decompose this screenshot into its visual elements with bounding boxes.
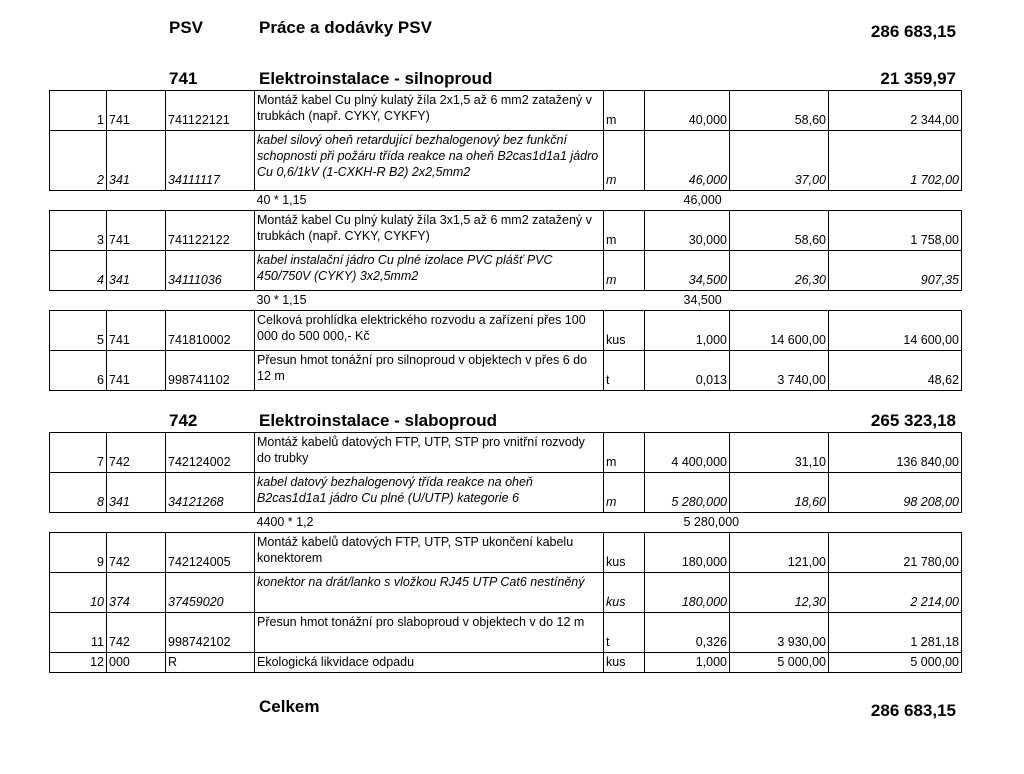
item-total: 98 208,00 (829, 473, 962, 513)
item-quantity: 46,000 (645, 131, 730, 191)
calc-value: 34,500 (683, 293, 722, 307)
table-row (50, 91, 962, 131)
footer-label: Celkem (259, 697, 320, 716)
item-description: kabel datový bezhalogenový třída reakce na oheň B2cas1d1a1 jádro Cu plné (U/UTP) kategorie 6 (255, 473, 604, 513)
item-total: 1 702,00 (829, 131, 962, 191)
calc-row (50, 513, 962, 533)
item-quantity: 180,000 (645, 533, 730, 573)
table-row (50, 653, 962, 673)
item-description: Montáž kabel Cu plný kulatý žíla 2x1,5 až 6 mm2 zatažený v trubkách (např. CYKY, CYKFY) (255, 91, 604, 131)
item-total: 48,62 (829, 351, 962, 391)
section-742-table (49, 432, 962, 673)
calc-value: 46,000 (683, 193, 722, 207)
item-total: 907,35 (829, 251, 962, 291)
item-division: 341 (107, 251, 166, 291)
table-row (50, 613, 962, 653)
item-code: 37459020 (166, 573, 255, 613)
item-quantity: 1,000 (645, 311, 730, 351)
item-quantity: 180,000 (645, 573, 730, 613)
table-row (50, 351, 962, 391)
item-quantity: 1,000 (645, 653, 730, 673)
calc-expression: 40 * 1,15 (256, 193, 307, 207)
calc-row (50, 291, 962, 311)
section-742-title: Elektroinstalace - slaboproud (259, 411, 498, 430)
header-total: 286 683,15 (870, 22, 956, 41)
item-unit-price: 12,30 (730, 573, 829, 613)
item-total: 2 214,00 (829, 573, 962, 613)
item-unit: m (604, 473, 645, 513)
item-code: 34111117 (166, 131, 255, 191)
item-unit: kus (604, 653, 645, 673)
item-number: 7 (50, 433, 107, 473)
item-code: 998741102 (166, 351, 255, 391)
item-number: 11 (50, 613, 107, 653)
item-unit: m (604, 211, 645, 251)
item-code: 34121268 (166, 473, 255, 513)
table-row (50, 433, 962, 473)
table-row (50, 473, 962, 513)
item-code: 34111036 (166, 251, 255, 291)
item-description: konektor na drát/lanko s vložkou RJ45 UTP Cat6 nestíněný (255, 573, 604, 613)
item-code: 998742102 (166, 613, 255, 653)
item-number: 2 (50, 131, 107, 191)
item-unit-price: 18,60 (730, 473, 829, 513)
item-description: kabel instalační jádro Cu plné izolace PVC plášť PVC 450/750V (CYKY) 3x2,5mm2 (255, 251, 604, 291)
item-quantity: 4 400,000 (645, 433, 730, 473)
calc-value: 5 280,000 (683, 515, 740, 529)
item-division: 741 (107, 91, 166, 131)
item-quantity: 5 280,000 (645, 473, 730, 513)
item-division: 741 (107, 311, 166, 351)
table-row (50, 211, 962, 251)
item-code: 742124002 (166, 433, 255, 473)
item-unit: t (604, 351, 645, 391)
section-741-code: 741 (169, 69, 198, 88)
item-unit-price: 3 740,00 (730, 351, 829, 391)
item-unit: kus (604, 533, 645, 573)
item-division: 741 (107, 211, 166, 251)
item-code: R (166, 653, 255, 673)
item-number: 1 (50, 91, 107, 131)
item-unit: kus (604, 573, 645, 613)
item-number: 4 (50, 251, 107, 291)
header-title: Práce a dodávky PSV (259, 18, 432, 37)
table-row (50, 533, 962, 573)
item-quantity: 40,000 (645, 91, 730, 131)
item-number: 8 (50, 473, 107, 513)
table-row (50, 573, 962, 613)
item-quantity: 0,326 (645, 613, 730, 653)
item-description: Montáž kabelů datových FTP, UTP, STP ukončení kabelu konektorem (255, 533, 604, 573)
item-code: 742124005 (166, 533, 255, 573)
item-description: Přesun hmot tonážní pro silnoproud v objektech v přes 6 do 12 m (255, 351, 604, 391)
item-number: 10 (50, 573, 107, 613)
item-code: 741122121 (166, 91, 255, 131)
item-description: Montáž kabelů datových FTP, UTP, STP pro vnitřní rozvody do trubky (255, 433, 604, 473)
section-742-code: 742 (169, 411, 198, 430)
item-division: 742 (107, 613, 166, 653)
item-description: Přesun hmot tonážní pro slaboproud v objektech v do 12 m (255, 613, 604, 653)
item-quantity: 0,013 (645, 351, 730, 391)
item-unit-price: 31,10 (730, 433, 829, 473)
item-description: Montáž kabel Cu plný kulatý žíla 3x1,5 až 6 mm2 zatažený v trubkách (např. CYKY, CYKFY) (255, 211, 604, 251)
item-quantity: 34,500 (645, 251, 730, 291)
item-code: 741122122 (166, 211, 255, 251)
item-division: 742 (107, 533, 166, 573)
calc-expression: 30 * 1,15 (256, 293, 307, 307)
item-unit-price: 26,30 (730, 251, 829, 291)
item-total: 1 758,00 (829, 211, 962, 251)
item-total: 2 344,00 (829, 91, 962, 131)
item-total: 1 281,18 (829, 613, 962, 653)
item-unit: kus (604, 311, 645, 351)
header-code: PSV (169, 18, 204, 37)
item-number: 5 (50, 311, 107, 351)
item-description: Ekologická likvidace odpadu (255, 653, 604, 673)
table-row (50, 251, 962, 291)
table-row (50, 311, 962, 351)
item-division: 341 (107, 131, 166, 191)
calc-expression: 4400 * 1,2 (256, 515, 314, 529)
item-description: Celková prohlídka elektrického rozvodu a zařízení přes 100 000 do 500 000,- Kč (255, 311, 604, 351)
footer-total: 286 683,15 (870, 701, 956, 720)
item-unit: m (604, 433, 645, 473)
item-unit: m (604, 91, 645, 131)
item-unit-price: 58,60 (730, 91, 829, 131)
item-unit-price: 121,00 (730, 533, 829, 573)
item-division: 341 (107, 473, 166, 513)
section-741-title: Elektroinstalace - silnoproud (259, 69, 493, 88)
item-unit-price: 58,60 (730, 211, 829, 251)
item-unit: t (604, 613, 645, 653)
item-number: 12 (50, 653, 107, 673)
item-total: 14 600,00 (829, 311, 962, 351)
item-division: 742 (107, 433, 166, 473)
item-number: 9 (50, 533, 107, 573)
item-total: 136 840,00 (829, 433, 962, 473)
item-division: 741 (107, 351, 166, 391)
item-unit: m (604, 251, 645, 291)
section-742-total: 265 323,18 (870, 411, 956, 430)
item-unit: m (604, 131, 645, 191)
section-741-table (49, 90, 962, 391)
item-total: 5 000,00 (829, 653, 962, 673)
item-unit-price: 3 930,00 (730, 613, 829, 653)
table-row (50, 131, 962, 191)
item-code: 741810002 (166, 311, 255, 351)
item-division: 000 (107, 653, 166, 673)
item-division: 374 (107, 573, 166, 613)
item-unit-price: 5 000,00 (730, 653, 829, 673)
calc-row (50, 191, 962, 211)
item-unit-price: 14 600,00 (730, 311, 829, 351)
item-unit-price: 37,00 (730, 131, 829, 191)
item-number: 3 (50, 211, 107, 251)
item-description: kabel silový oheň retardující bezhalogenový bez funkční schopnosti při požáru třída reakce na oheň B2cas1d1a1 jádro Cu 0,6/1kV (1-CXKH-R B2) 2x2,5mm2 (255, 131, 604, 191)
item-quantity: 30,000 (645, 211, 730, 251)
section-741-total: 21 359,97 (880, 69, 956, 88)
item-number: 6 (50, 351, 107, 391)
item-total: 21 780,00 (829, 533, 962, 573)
